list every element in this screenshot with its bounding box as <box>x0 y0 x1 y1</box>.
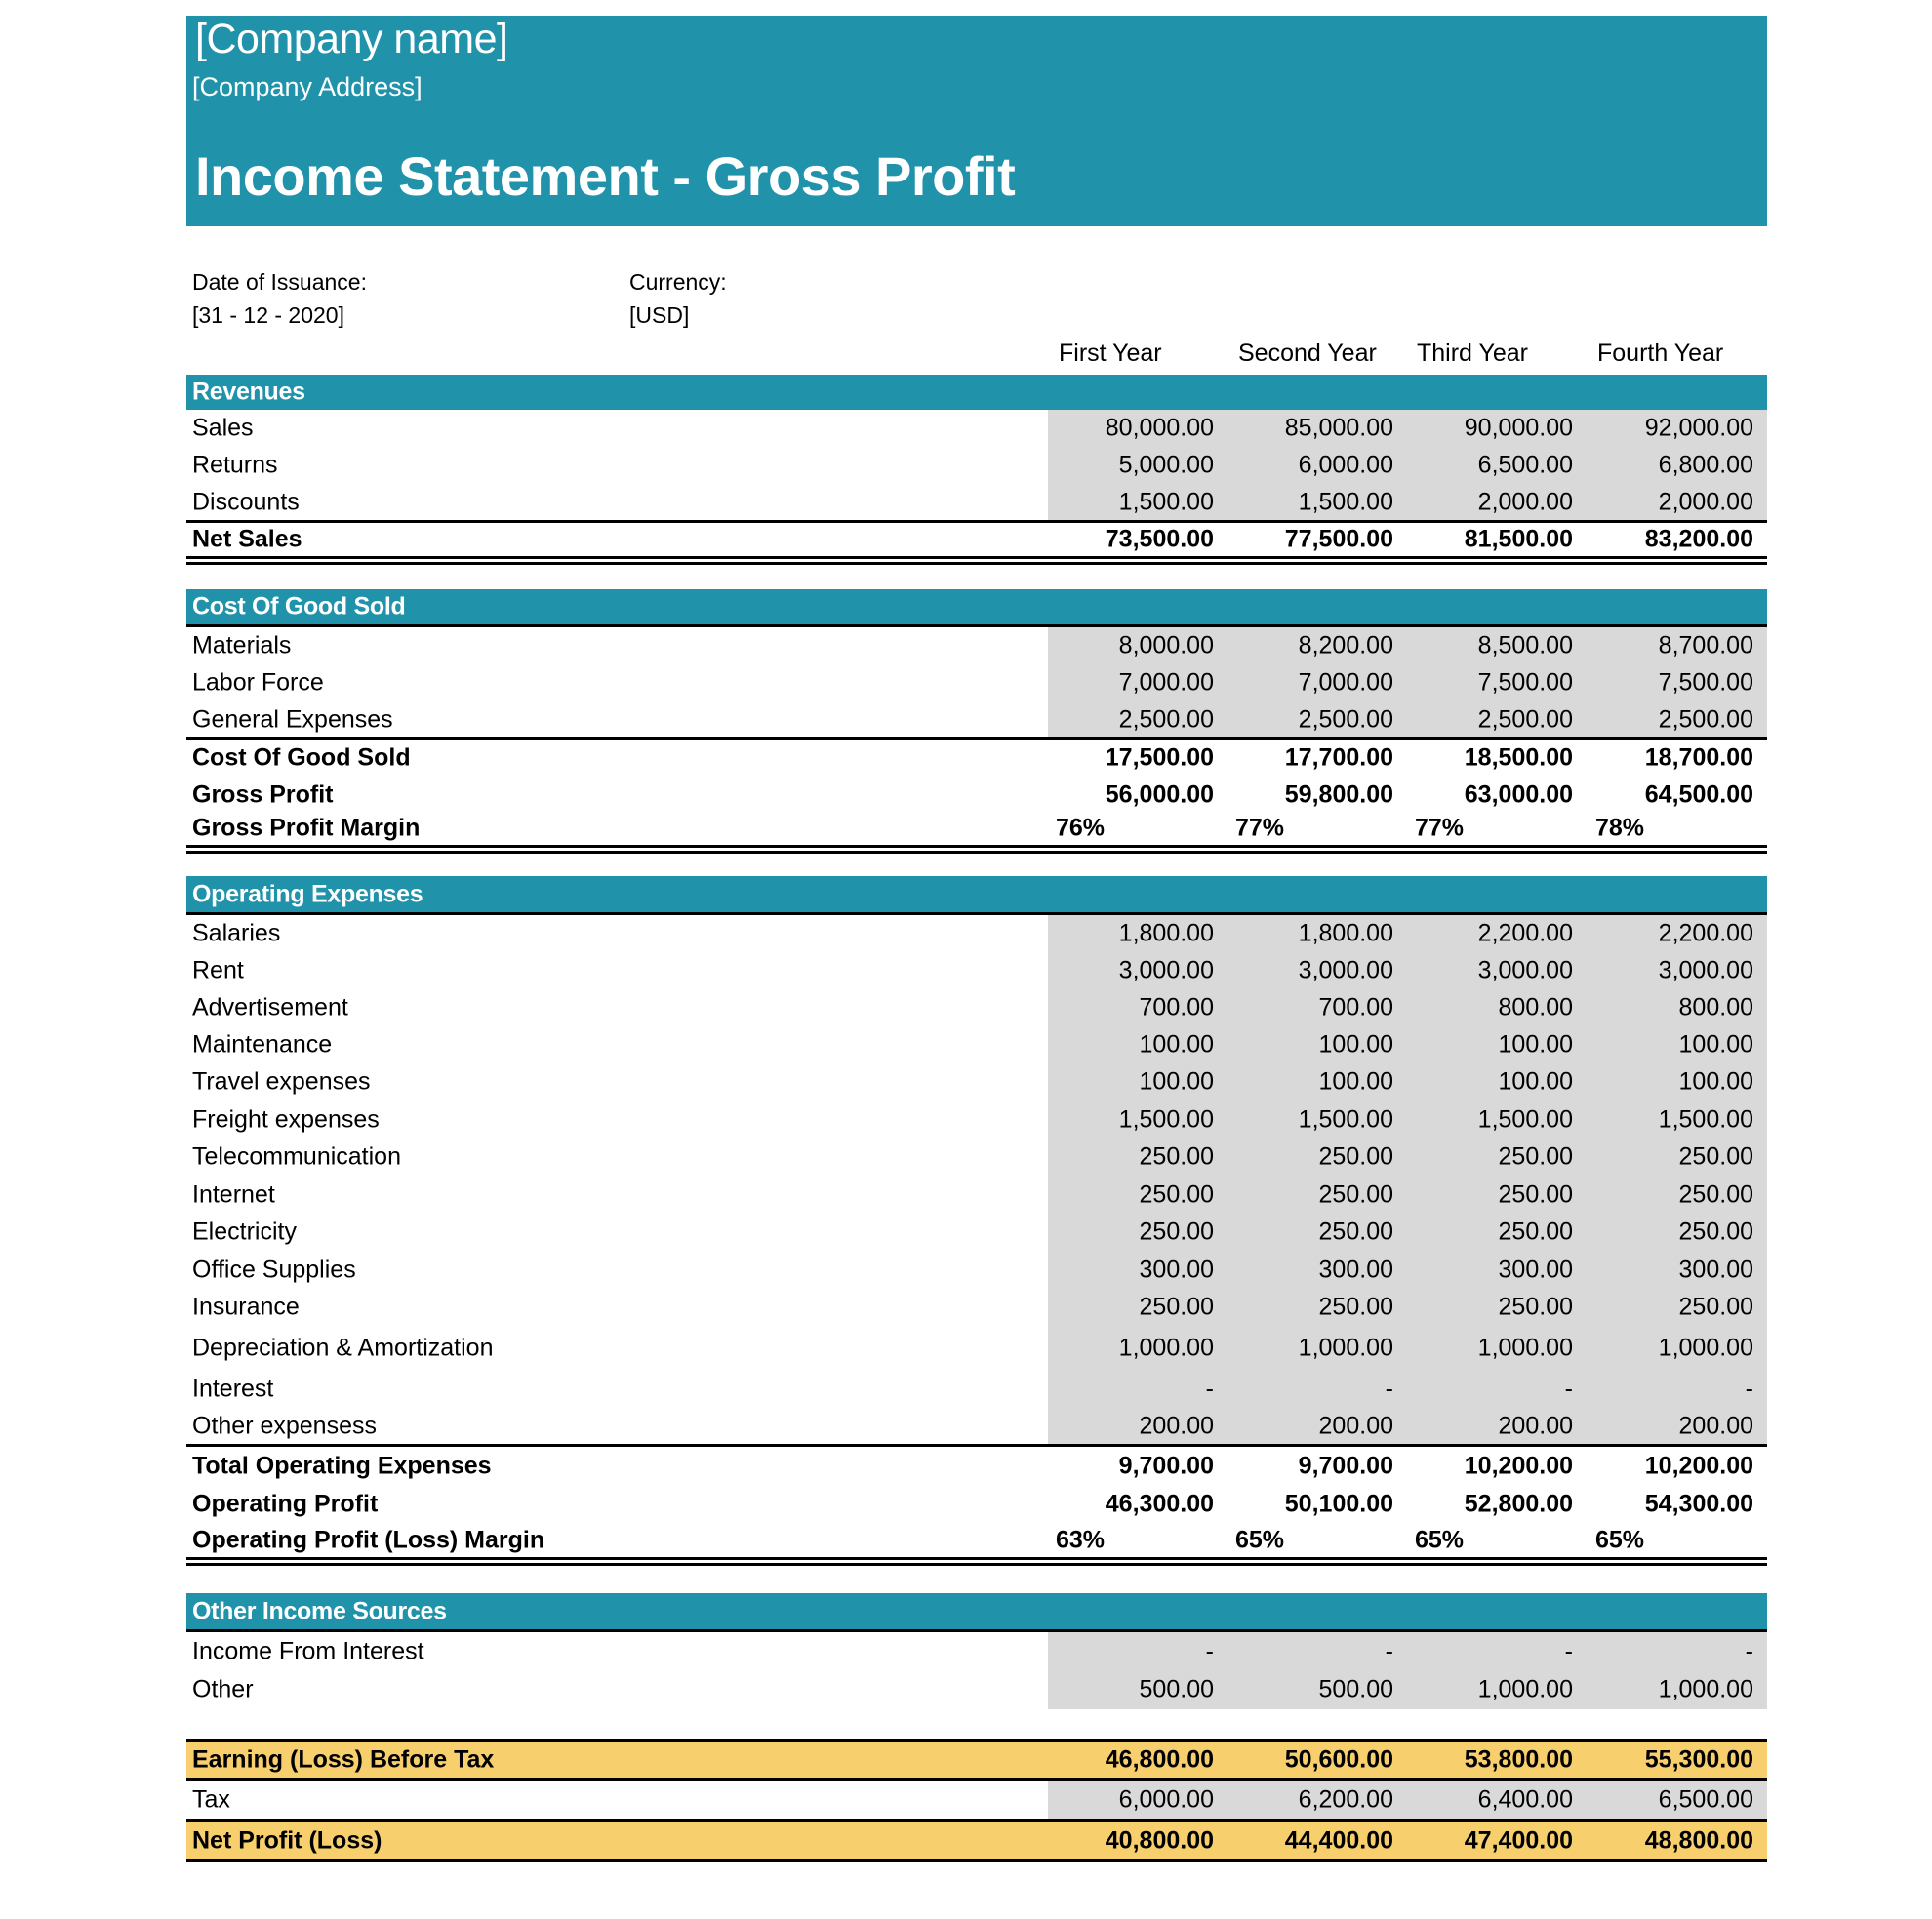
row-label: Other <box>192 1675 254 1703</box>
cell-second-year[interactable]: 2,500.00 <box>1298 705 1393 733</box>
table-row-tax <box>186 1781 1767 1819</box>
row-label: Telecommunication <box>192 1142 401 1171</box>
row-label: Advertisement <box>192 993 348 1021</box>
table-row-other-income <box>186 1670 1767 1709</box>
cell-third-year[interactable]: 90,000.00 <box>1464 414 1573 442</box>
double-divider-bottom <box>186 562 1767 565</box>
cell-first-year: 56,000.00 <box>1105 780 1214 809</box>
section-header-revenues <box>186 375 1767 410</box>
cell-second-year[interactable]: 300.00 <box>1318 1256 1393 1283</box>
cell-second-year[interactable]: 3,000.00 <box>1298 956 1393 984</box>
row-label: Other expensess <box>192 1412 377 1440</box>
cell-third-year[interactable]: 800.00 <box>1498 993 1573 1021</box>
row-label: Gross Profit Margin <box>192 814 421 842</box>
cell-second-year[interactable]: 8,200.00 <box>1298 631 1393 660</box>
cell-third-year[interactable]: 100.00 <box>1498 1030 1573 1059</box>
table-row-net-profit <box>186 1822 1767 1859</box>
cell-third-year[interactable]: - <box>1564 1637 1573 1664</box>
cell-first-year[interactable]: 8,000.00 <box>1118 631 1214 660</box>
cell-third-year[interactable]: 250.00 <box>1498 1293 1573 1321</box>
cell-third-year[interactable]: 100.00 <box>1498 1067 1573 1096</box>
double-divider-bottom <box>186 1563 1767 1566</box>
cell-first-year: 63% <box>1056 1526 1106 1553</box>
cell-fourth-year: 54,300.00 <box>1644 1490 1753 1518</box>
cell-first-year[interactable]: 100.00 <box>1139 1067 1214 1096</box>
table-row-office-supplies <box>186 1251 1767 1289</box>
table-row-net-sales <box>186 523 1767 556</box>
cell-second-year: 77,500.00 <box>1284 525 1393 553</box>
cell-fourth-year[interactable]: 6,800.00 <box>1658 451 1753 479</box>
cell-third-year: 63,000.00 <box>1464 780 1573 809</box>
cell-third-year: 52,800.00 <box>1464 1490 1573 1518</box>
row-label: Materials <box>192 631 292 660</box>
cell-first-year[interactable]: 80,000.00 <box>1105 414 1214 442</box>
cell-fourth-year: 55,300.00 <box>1644 1745 1753 1774</box>
cell-first-year: 73,500.00 <box>1105 525 1214 553</box>
cell-fourth-year: 64,500.00 <box>1644 780 1753 809</box>
cell-third-year: 81,500.00 <box>1464 525 1573 553</box>
row-label: Gross Profit <box>192 780 334 809</box>
table-row-advertisement <box>186 989 1767 1026</box>
section-header-cogs <box>186 589 1767 624</box>
cell-fourth-year[interactable]: 2,000.00 <box>1658 488 1753 516</box>
cell-first-year[interactable]: 250.00 <box>1139 1180 1214 1208</box>
table-row-gross-profit <box>186 777 1767 814</box>
cell-fourth-year: 18,700.00 <box>1644 743 1753 772</box>
date-of-issuance-value[interactable]: [31 - 12 - 2020] <box>192 302 344 328</box>
cell-second-year[interactable]: 85,000.00 <box>1284 414 1393 442</box>
cell-third-year[interactable]: 250.00 <box>1498 1218 1573 1246</box>
date-of-issuance-label: Date of Issuance: <box>192 269 367 295</box>
cell-first-year[interactable]: 2,500.00 <box>1118 705 1214 733</box>
cell-fourth-year[interactable]: 1,000.00 <box>1658 1675 1753 1703</box>
cell-second-year[interactable]: 250.00 <box>1318 1218 1393 1246</box>
cell-fourth-year[interactable]: - <box>1745 1637 1753 1664</box>
cell-third-year[interactable]: 8,500.00 <box>1477 631 1573 660</box>
double-divider-top <box>186 1557 1767 1560</box>
column-header-second-year: Second Year <box>1238 340 1377 367</box>
table-row-rent <box>186 952 1767 989</box>
cell-fourth-year[interactable]: 800.00 <box>1678 993 1753 1021</box>
column-header-third-year: Third Year <box>1417 340 1528 367</box>
row-label: Electricity <box>192 1218 297 1246</box>
cell-second-year[interactable]: 250.00 <box>1318 1293 1393 1321</box>
row-label: Tax <box>192 1785 230 1814</box>
row-label: Total Operating Expenses <box>192 1452 492 1480</box>
cell-third-year[interactable]: 250.00 <box>1498 1180 1573 1208</box>
cell-second-year[interactable]: 1,000.00 <box>1298 1334 1393 1362</box>
row-label: Earning (Loss) Before Tax <box>192 1745 495 1774</box>
double-divider-top <box>186 556 1767 559</box>
cell-second-year: 17,700.00 <box>1284 743 1393 772</box>
cell-fourth-year[interactable]: 3,000.00 <box>1658 956 1753 984</box>
company-address[interactable]: [Company Address] <box>192 72 423 101</box>
cell-first-year[interactable]: 300.00 <box>1139 1256 1214 1283</box>
cell-fourth-year[interactable]: 200.00 <box>1678 1412 1753 1440</box>
cell-first-year[interactable]: 6,000.00 <box>1118 1785 1214 1814</box>
row-label: Sales <box>192 414 254 442</box>
cell-second-year: 65% <box>1235 1526 1285 1553</box>
table-row-internet <box>186 1176 1767 1214</box>
cell-fourth-year[interactable]: 2,500.00 <box>1658 705 1753 733</box>
cell-first-year[interactable]: - <box>1205 1637 1214 1664</box>
cell-fourth-year[interactable]: 100.00 <box>1678 1030 1753 1059</box>
cell-fourth-year[interactable]: 1,500.00 <box>1658 1105 1753 1133</box>
cell-fourth-year[interactable]: - <box>1745 1375 1753 1403</box>
currency-value[interactable]: [USD] <box>629 302 690 328</box>
cell-first-year: 46,300.00 <box>1105 1490 1214 1518</box>
cell-second-year: 9,700.00 <box>1298 1452 1393 1480</box>
cell-third-year[interactable]: 1,000.00 <box>1477 1334 1573 1362</box>
cell-fourth-year[interactable]: 6,500.00 <box>1658 1785 1753 1814</box>
cell-fourth-year[interactable]: 1,000.00 <box>1658 1334 1753 1362</box>
currency-label: Currency: <box>629 269 727 295</box>
table-row-insurance <box>186 1289 1767 1326</box>
cell-fourth-year[interactable]: 300.00 <box>1678 1256 1753 1283</box>
cell-third-year[interactable]: 2,200.00 <box>1477 919 1573 947</box>
row-label: Office Supplies <box>192 1256 356 1283</box>
table-row-labor-force <box>186 664 1767 701</box>
double-divider-top <box>186 845 1767 848</box>
section-title: Operating Expenses <box>192 880 423 908</box>
table-row-returns <box>186 447 1767 484</box>
cell-third-year[interactable]: 200.00 <box>1498 1412 1573 1440</box>
cell-first-year: 9,700.00 <box>1118 1452 1214 1480</box>
cell-third-year[interactable]: 2,000.00 <box>1477 488 1573 516</box>
table-row-discounts <box>186 484 1767 521</box>
table-row-income-from-interest <box>186 1632 1767 1670</box>
divider <box>186 1859 1767 1862</box>
table-row-interest <box>186 1371 1767 1408</box>
company-name[interactable]: [Company name] <box>195 16 508 62</box>
table-row-earning-before-tax <box>186 1742 1767 1778</box>
row-label: Internet <box>192 1180 275 1208</box>
cell-first-year[interactable]: - <box>1205 1375 1214 1403</box>
cell-first-year[interactable]: 3,000.00 <box>1118 956 1214 984</box>
cell-second-year[interactable]: 500.00 <box>1318 1675 1393 1703</box>
cell-second-year[interactable]: 7,000.00 <box>1298 668 1393 697</box>
cell-first-year[interactable]: 5,000.00 <box>1118 451 1214 479</box>
section-title: Other Income Sources <box>192 1597 447 1624</box>
row-label: Interest <box>192 1375 274 1403</box>
cell-third-year[interactable]: - <box>1564 1375 1573 1403</box>
cell-fourth-year[interactable]: 92,000.00 <box>1644 414 1753 442</box>
cell-third-year[interactable]: 6,400.00 <box>1477 1785 1573 1814</box>
cell-second-year[interactable]: 200.00 <box>1318 1412 1393 1440</box>
row-label: Depreciation & Amortization <box>192 1334 494 1362</box>
cell-second-year: 44,400.00 <box>1284 1826 1393 1854</box>
cell-first-year: 40,800.00 <box>1105 1826 1214 1854</box>
cell-first-year[interactable]: 700.00 <box>1139 993 1214 1021</box>
cell-first-year[interactable]: 200.00 <box>1139 1412 1214 1440</box>
cell-fourth-year: 10,200.00 <box>1644 1452 1753 1480</box>
cell-first-year: 76% <box>1056 814 1106 842</box>
cell-third-year[interactable]: 6,500.00 <box>1477 451 1573 479</box>
cell-third-year[interactable]: 7,500.00 <box>1477 668 1573 697</box>
cell-third-year[interactable]: 1,000.00 <box>1477 1675 1573 1703</box>
cell-second-year[interactable]: 250.00 <box>1318 1180 1393 1208</box>
row-label: Freight expenses <box>192 1105 380 1133</box>
cell-second-year[interactable]: 100.00 <box>1318 1030 1393 1059</box>
cell-fourth-year[interactable]: 250.00 <box>1678 1142 1753 1171</box>
row-label: Insurance <box>192 1293 300 1321</box>
table-row-general-expenses <box>186 701 1767 738</box>
cell-second-year: 50,600.00 <box>1284 1745 1393 1774</box>
table-row-maintenance <box>186 1026 1767 1063</box>
table-row-depreciation-amortization <box>186 1326 1767 1371</box>
cell-third-year: 65% <box>1415 1526 1465 1553</box>
row-label: Net Sales <box>192 525 302 553</box>
cell-first-year[interactable]: 1,500.00 <box>1118 488 1214 516</box>
cell-fourth-year[interactable]: 2,200.00 <box>1658 919 1753 947</box>
table-row-operating-profit-margin <box>186 1523 1767 1557</box>
table-row-electricity <box>186 1214 1767 1251</box>
cell-third-year: 53,800.00 <box>1464 1745 1573 1774</box>
table-row-sales <box>186 410 1767 447</box>
section-title: Cost Of Good Sold <box>192 592 406 620</box>
cell-fourth-year: 48,800.00 <box>1644 1826 1753 1854</box>
cell-second-year[interactable]: - <box>1385 1637 1393 1664</box>
double-divider-bottom <box>186 851 1767 854</box>
cell-first-year[interactable]: 1,500.00 <box>1118 1105 1214 1133</box>
table-row-cogs-total <box>186 740 1767 777</box>
cell-second-year: 50,100.00 <box>1284 1490 1393 1518</box>
cell-third-year[interactable]: 300.00 <box>1498 1256 1573 1283</box>
row-label: Rent <box>192 956 244 984</box>
cell-first-year[interactable]: 7,000.00 <box>1118 668 1214 697</box>
cell-second-year: 77% <box>1235 814 1285 842</box>
cell-first-year[interactable]: 1,800.00 <box>1118 919 1214 947</box>
row-label: Discounts <box>192 488 300 516</box>
table-row-gross-profit-margin <box>186 812 1767 845</box>
cell-first-year[interactable]: 100.00 <box>1139 1030 1214 1059</box>
table-row-telecommunication <box>186 1139 1767 1176</box>
cell-second-year[interactable]: 1,500.00 <box>1298 1105 1393 1133</box>
row-label: Operating Profit <box>192 1490 379 1518</box>
cell-third-year[interactable]: 2,500.00 <box>1477 705 1573 733</box>
table-row-salaries <box>186 915 1767 952</box>
row-label: Net Profit (Loss) <box>192 1826 382 1854</box>
cell-fourth-year[interactable]: 250.00 <box>1678 1218 1753 1246</box>
cell-second-year[interactable]: 1,800.00 <box>1298 919 1393 947</box>
page-title: Income Statement - Gross Profit <box>195 145 1016 207</box>
row-label: Income From Interest <box>192 1637 424 1664</box>
row-label: Returns <box>192 451 278 479</box>
row-label: General Expenses <box>192 705 393 733</box>
cell-second-year[interactable]: 100.00 <box>1318 1067 1393 1096</box>
cell-first-year[interactable]: 1,000.00 <box>1118 1334 1214 1362</box>
cell-third-year: 18,500.00 <box>1464 743 1573 772</box>
row-label: Operating Profit (Loss) Margin <box>192 1526 545 1553</box>
cell-second-year[interactable]: 6,000.00 <box>1298 451 1393 479</box>
cell-fourth-year: 78% <box>1595 814 1645 842</box>
section-title: Revenues <box>192 378 305 406</box>
table-row-total-operating-expenses <box>186 1447 1767 1486</box>
section-header-operating-expenses <box>186 876 1767 913</box>
cell-fourth-year[interactable]: 250.00 <box>1678 1293 1753 1321</box>
cell-first-year[interactable]: 500.00 <box>1139 1675 1214 1703</box>
cell-third-year: 77% <box>1415 814 1465 842</box>
cell-third-year: 10,200.00 <box>1464 1452 1573 1480</box>
cell-fourth-year[interactable]: 100.00 <box>1678 1067 1753 1096</box>
cell-first-year[interactable]: 250.00 <box>1139 1142 1214 1171</box>
cell-second-year[interactable]: 700.00 <box>1318 993 1393 1021</box>
row-label: Labor Force <box>192 668 324 697</box>
cell-fourth-year[interactable]: 8,700.00 <box>1658 631 1753 660</box>
row-label: Maintenance <box>192 1030 333 1059</box>
cell-first-year[interactable]: 250.00 <box>1139 1218 1214 1246</box>
cell-second-year: 59,800.00 <box>1284 780 1393 809</box>
cell-second-year[interactable]: 6,200.00 <box>1298 1785 1393 1814</box>
row-label: Cost Of Good Sold <box>192 743 411 772</box>
row-label: Salaries <box>192 919 281 947</box>
cell-first-year: 46,800.00 <box>1105 1745 1214 1774</box>
cell-second-year[interactable]: - <box>1385 1375 1393 1403</box>
cell-fourth-year[interactable]: 250.00 <box>1678 1180 1753 1208</box>
column-header-first-year: First Year <box>1059 340 1162 367</box>
cell-second-year[interactable]: 250.00 <box>1318 1142 1393 1171</box>
cell-third-year[interactable]: 1,500.00 <box>1477 1105 1573 1133</box>
cell-fourth-year[interactable]: 7,500.00 <box>1658 668 1753 697</box>
cell-first-year[interactable]: 250.00 <box>1139 1293 1214 1321</box>
cell-third-year[interactable]: 3,000.00 <box>1477 956 1573 984</box>
table-row-travel-expenses <box>186 1063 1767 1100</box>
table-row-operating-profit <box>186 1486 1767 1523</box>
cell-fourth-year: 65% <box>1595 1526 1645 1553</box>
cell-first-year: 17,500.00 <box>1105 743 1214 772</box>
table-row-freight-expenses <box>186 1100 1767 1139</box>
section-header-other-income <box>186 1593 1767 1629</box>
row-label: Travel expenses <box>192 1067 371 1096</box>
cell-third-year: 47,400.00 <box>1464 1826 1573 1854</box>
column-header-fourth-year: Fourth Year <box>1597 340 1724 367</box>
cell-third-year[interactable]: 250.00 <box>1498 1142 1573 1171</box>
table-row-materials <box>186 627 1767 664</box>
cell-fourth-year: 83,200.00 <box>1644 525 1753 553</box>
table-row-other-expenses <box>186 1408 1767 1445</box>
cell-second-year[interactable]: 1,500.00 <box>1298 488 1393 516</box>
